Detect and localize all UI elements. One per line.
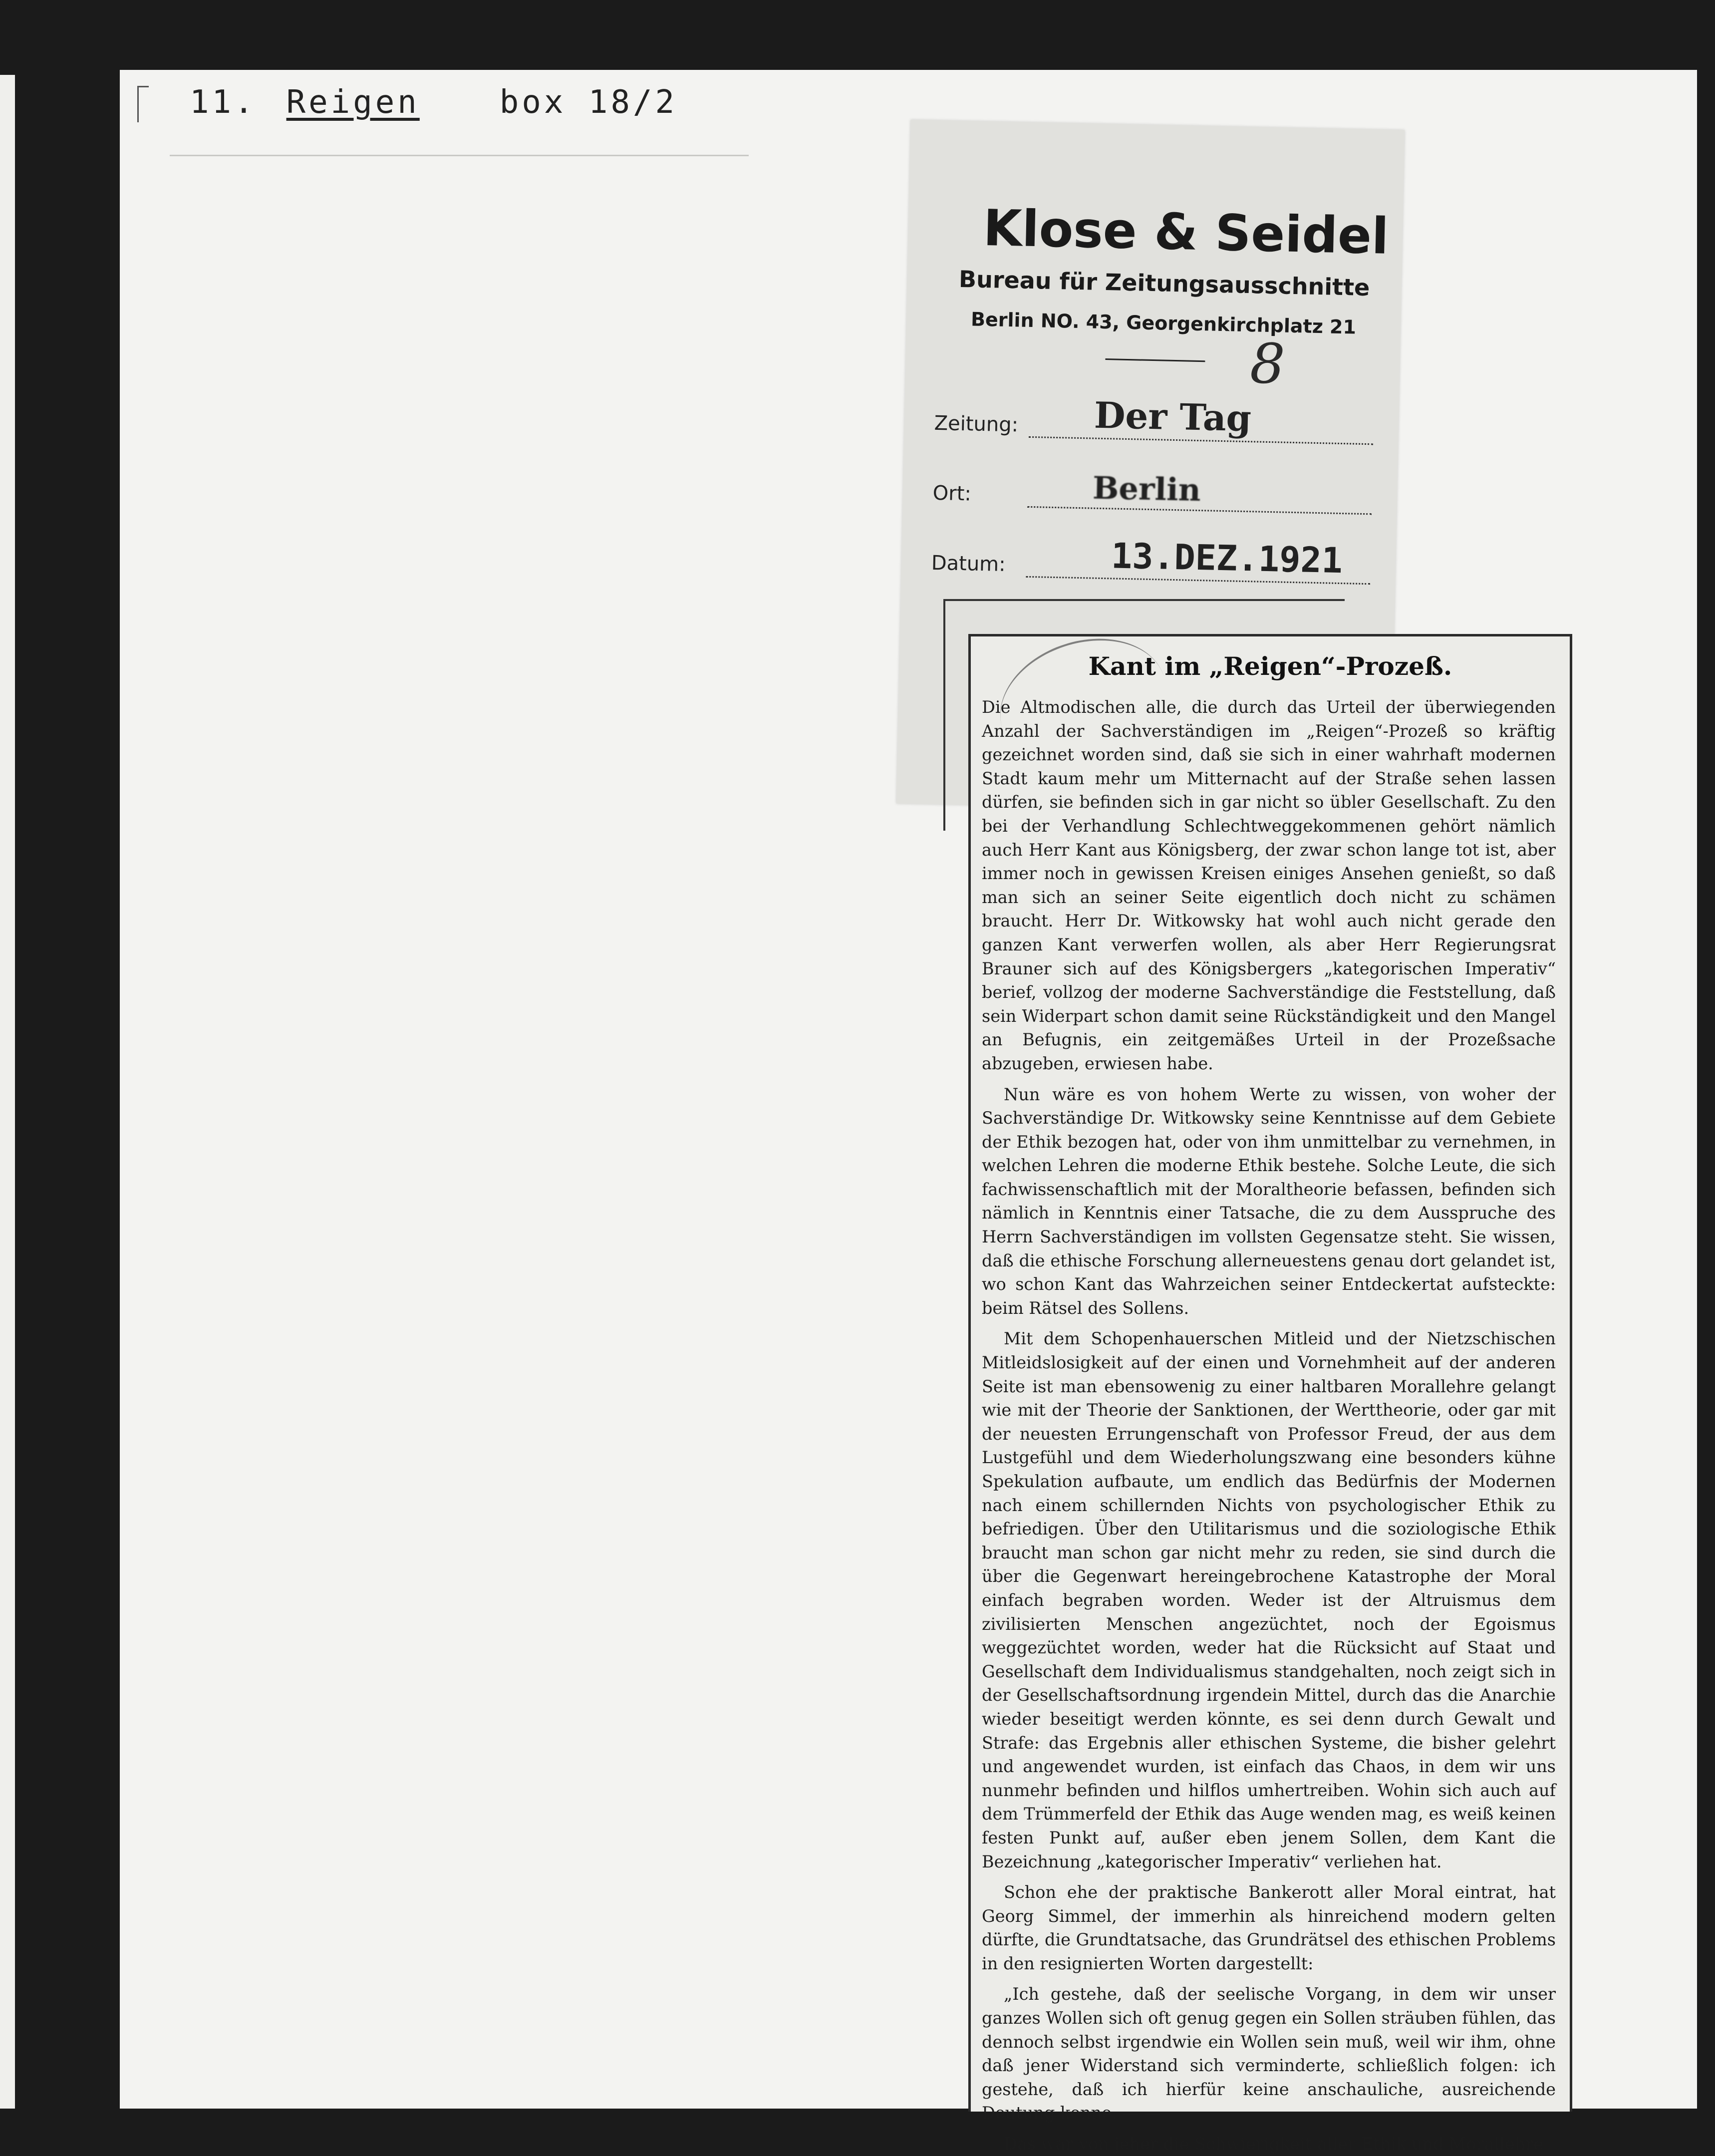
folder-corner-mark	[137, 86, 149, 122]
field-label: Ort:	[932, 481, 972, 506]
article-paragraph: Die Altmodischen alle, die durch das Urteil der überwiegenden Anzahl der Sachverständigen im „Reigen“-Prozeß so kräftig gezeichnet worden sind, daß sie sich in einer wahrhaft modernen Stadt kaum mehr um Mitternacht auf der Straße sehen lassen dürfen, sie befinden sich in gar nicht so übler Gesellschaft. Zu den bei der Verhandlung Schlechtweggekommenen gehört nämlich auch Herr Kant aus Königsberg, der zwar schon lange tot ist, aber immer noch in gewissen Kreisen einiges Ansehen genießt, so daß man sich an seiner Seite eigentlich doch nicht zu schämen braucht. Herr Dr. Witkowsky hat wohl auch nicht gerade den ganzen Kant verwerfen wollen, als aber Herr Regierungsrat Brauner sich auf des Königsbergers „kategorischen Imperativ“ berief, vollzog der moderne Sachverständige die Feststellung, daß sein Widerpart schon damit seine Rückständigkeit und den Mangel an Befugnis, ein zeitgemäßes Urteil in der Prozeßsache abzugeben, erwiesen habe.	[982, 697, 1556, 1073]
archive-header	[190, 84, 677, 121]
field-value: 13.DEZ.1921	[1111, 535, 1343, 582]
stamp-address: Berlin NO. 43, Georgenkirchplatz 21	[970, 308, 1357, 338]
header-title: Reigen	[286, 84, 420, 121]
stamp-handwritten-annotation: 8	[1249, 331, 1286, 396]
article-paragraph: Das war von jeher die Schwierigkeit aller Ethik und Morallehre	[1004, 2134, 1544, 2154]
header-rule	[170, 155, 749, 156]
article-paragraph: „Ich gestehe, daß der seelische Vorgang, in dem wir unser ganzes Wollen sich oft genug gegen ein Sollen sträuben fühlen, das dennoch selbst irgendwie ein Wollen sein muß, weil wir ihm, ohne daß jener Widerstand sich verminderte, schließlich folgen: ich gestehe, daß ich hierfür keine anschauliche, ausreichende Deutung kenne. — —	[982, 1984, 1556, 2123]
stamp-field-datum	[931, 535, 1381, 589]
field-label: Zeitung:	[934, 411, 1019, 437]
stamp-ornament	[1105, 358, 1205, 362]
article-title: Kant im „Reigen“-Prozeß.	[1088, 651, 1452, 681]
header-box: box 18/2	[499, 84, 678, 121]
adjacent-page-edge	[0, 75, 15, 2109]
stamp-field-ort	[932, 470, 1382, 519]
field-value: Der Tag	[1094, 393, 1252, 440]
article-body	[982, 695, 1556, 2154]
header-label: 11.	[190, 84, 257, 121]
field-label: Datum:	[931, 551, 1006, 576]
stamp-field-zeitung	[934, 393, 1384, 449]
article-paragraph: Schon ehe der praktische Bankerott aller Moral eintrat, hat Georg Simmel, der immerhin als hinreichend modern gelten dürfte, die Grundtatsache, das Grundrätsel des ethischen Problems in den resignierten Worten dargestellt:	[982, 1882, 1556, 1973]
newspaper-clipping	[968, 634, 1572, 2154]
stamp-firm-name: Klose & Seidel	[982, 198, 1390, 266]
article-paragraph: Nun wäre es von hohem Werte zu wissen, von woher der Sachverständige Dr. Witkowsky seine Kenntnisse auf dem Gebiete der Ethik bezogen hat, oder von ihm unmittelbar zu vernehmen, in welchen Lehren die moderne Ethik bestehe. Solche Leute, die sich fachwissenschaftlich mit der Moraltheorie befassen, befinden sich nämlich in Kenntnis einer Tatsache, die zu dem Ausspruche des Herrn Sachverständigen im vollsten Gegensatze steht. Sie wissen, daß die ethische Forschung allerneuestens genau dort gelandet ist, wo schon Kant das Wahrzeichen seiner Entdeckertat aufsteckte: beim Rätsel des Sollens.	[982, 1084, 1556, 1318]
article-paragraph: Mit dem Schopenhauerschen Mitleid und der Nietzschischen Mitleidslosigkeit auf der einen und Vornehmheit auf der anderen Seite ist man ebensowenig zu einer haltbaren Morallehre gelangt wie mit der Theorie der Sanktionen, der Werttheorie, oder gar mit der neuesten Errungenschaft von Professor Freud, der aus dem Lustgefühl und dem Wiederholungszwang eine besonders kühne Spekulation aufbaute, um endlich das Bedürfnis der Modernen nach einem schillernden Nichts von psychologischer Ethik zu befriedigen. Über den Utilitarismus und die soziologische Ethik braucht man schon gar nicht mehr zu reden, sie sind durch die über die Gegenwart hereingebrochene Katastrophe der Moral einfach begraben worden. Weder ist der Altruismus dem zivilisierten Menschen angezüchtet, noch der Egoismus weggezüchtet worden, weder hat die Rücksicht auf Staat und Gesellschaft dem Individualismus standgehalten, noch zeigt sich in der Gesellschaftsordnung irgendein Mittel, durch das die Anarchie wieder beseitigt werden könnte, es sei denn durch Gewalt und Strafe: das Ergebnis aller ethischen Systeme, die bisher gelehrt und angewendet wurden, ist einfach das Chaos, in dem wir uns nunmehr befinden und hilflos umhertreiben. Wohin sich auch auf dem Trümmerfeld der Ethik das Auge wenden mag, es weiß keinen festen Punkt auf, außer eben jenem Sollen, dem Kant die Bezeichnung „kategorischer Imperativ“ verliehen hat.	[982, 1329, 1556, 1871]
stamp-subtitle: Bureau für Zeitungsausschnitte	[958, 265, 1370, 302]
field-value: Berlin	[1092, 469, 1201, 509]
